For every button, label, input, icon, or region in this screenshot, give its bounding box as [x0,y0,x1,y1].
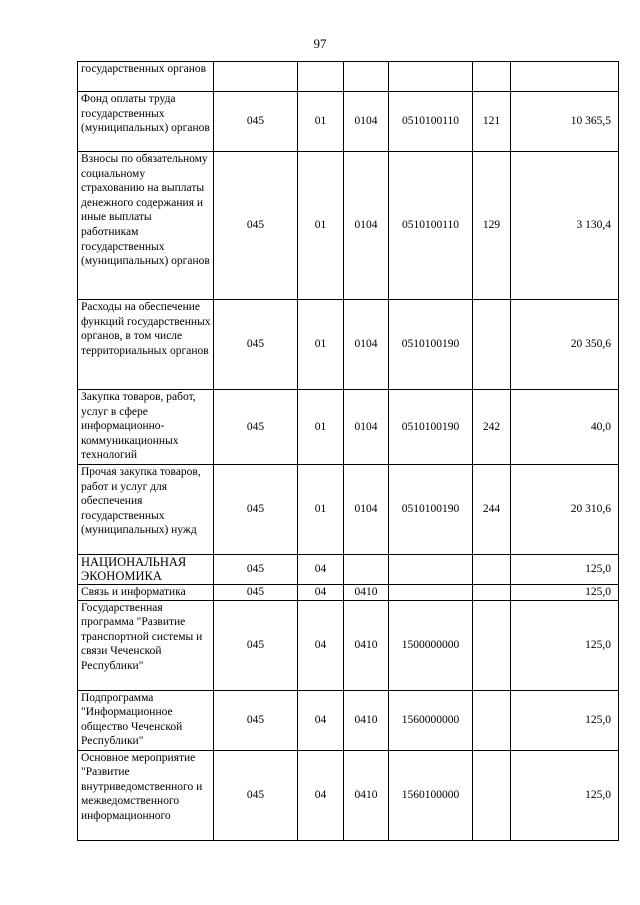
item-name: Подпрограмма "Информационное общество Чеченской Республики" [78,690,214,750]
subsection-code: 0410 [344,690,389,750]
table-row [78,390,619,465]
ministry-code: 045 [214,750,298,840]
amount: 20 350,6 [511,300,619,390]
section-code: 01 [298,92,344,152]
amount: 125,0 [511,585,619,601]
amount: 125,0 [511,690,619,750]
target-code [389,585,473,601]
subsection-code: 0104 [344,465,389,555]
amount: 125,0 [511,600,619,690]
ministry-code: 045 [214,390,298,465]
item-name: Связь и информатика [78,585,214,601]
subsection-code: 0410 [344,585,389,601]
amount: 10 365,5 [511,92,619,152]
table-row [78,555,619,585]
item-name: Фонд оплаты труда государственных (муниципальных) органов [78,92,214,152]
table-row [78,62,619,92]
expense-type-code [473,585,511,601]
expense-type-code [473,690,511,750]
item-name: Государственная программа "Развитие транспортной системы и связи Чеченской Республики" [78,600,214,690]
item-name: Основное мероприятие "Развитие внутриведомственного и межведомственного информационного [78,750,214,840]
ministry-code: 045 [214,555,298,585]
item-name: государственных органов [78,62,214,92]
subsection-code: 0104 [344,390,389,465]
ministry-code [214,62,298,92]
expense-type-code [473,62,511,92]
target-code: 0510100190 [389,465,473,555]
target-code [389,62,473,92]
expense-type-code [473,555,511,585]
target-code: 1560100000 [389,750,473,840]
budget-table [77,61,619,841]
target-code: 1500000000 [389,600,473,690]
target-code: 0510100190 [389,390,473,465]
subsection-code [344,555,389,585]
subsection-code [344,62,389,92]
ministry-code: 045 [214,600,298,690]
expense-type-code: 129 [473,152,511,300]
subsection-code: 0104 [344,152,389,300]
ministry-code: 045 [214,690,298,750]
page-number: 97 [313,36,327,51]
amount: 125,0 [511,750,619,840]
ministry-code: 045 [214,300,298,390]
target-code: 0510100110 [389,152,473,300]
table-row [78,750,619,840]
ministry-code: 045 [214,585,298,601]
item-name: Прочая закупка товаров, работ и услуг для обеспечения государственных (муниципальных) нужд [78,465,214,555]
table-row [78,600,619,690]
expense-type-code: 242 [473,390,511,465]
ministry-code: 045 [214,465,298,555]
section-code: 01 [298,465,344,555]
subsection-code: 0410 [344,600,389,690]
item-name: НАЦИОНАЛЬНАЯ ЭКОНОМИКА [78,555,214,585]
section-code: 01 [298,390,344,465]
amount [511,62,619,92]
target-code [389,555,473,585]
subsection-code: 0104 [344,300,389,390]
section-code [298,62,344,92]
section-code: 04 [298,600,344,690]
amount: 20 310,6 [511,465,619,555]
section-code: 04 [298,555,344,585]
table-row [78,92,619,152]
item-name: Взносы по обязательному социальному страхованию на выплаты денежного содержания и иные выплаты работникам государственных (муниципальных) органов [78,152,214,300]
table-row [78,585,619,601]
section-code: 04 [298,750,344,840]
table-row [78,690,619,750]
item-name: Закупка товаров, работ, услуг в сфере информационно-коммуникационных технологий [78,390,214,465]
target-code: 0510100190 [389,300,473,390]
expense-type-code: 121 [473,92,511,152]
section-code: 01 [298,300,344,390]
expense-type-code [473,750,511,840]
target-code: 1560000000 [389,690,473,750]
expense-type-code [473,300,511,390]
ministry-code: 045 [214,92,298,152]
section-code: 01 [298,152,344,300]
amount: 125,0 [511,555,619,585]
table-row [78,152,619,300]
expense-type-code: 244 [473,465,511,555]
section-code: 04 [298,585,344,601]
ministry-code: 045 [214,152,298,300]
amount: 40,0 [511,390,619,465]
target-code: 0510100110 [389,92,473,152]
item-name: Расходы на обеспечение функций государственных органов, в том числе территориальных органов [78,300,214,390]
subsection-code: 0410 [344,750,389,840]
amount: 3 130,4 [511,152,619,300]
table-row [78,465,619,555]
expense-type-code [473,600,511,690]
subsection-code: 0104 [344,92,389,152]
table-row [78,300,619,390]
section-code: 04 [298,690,344,750]
